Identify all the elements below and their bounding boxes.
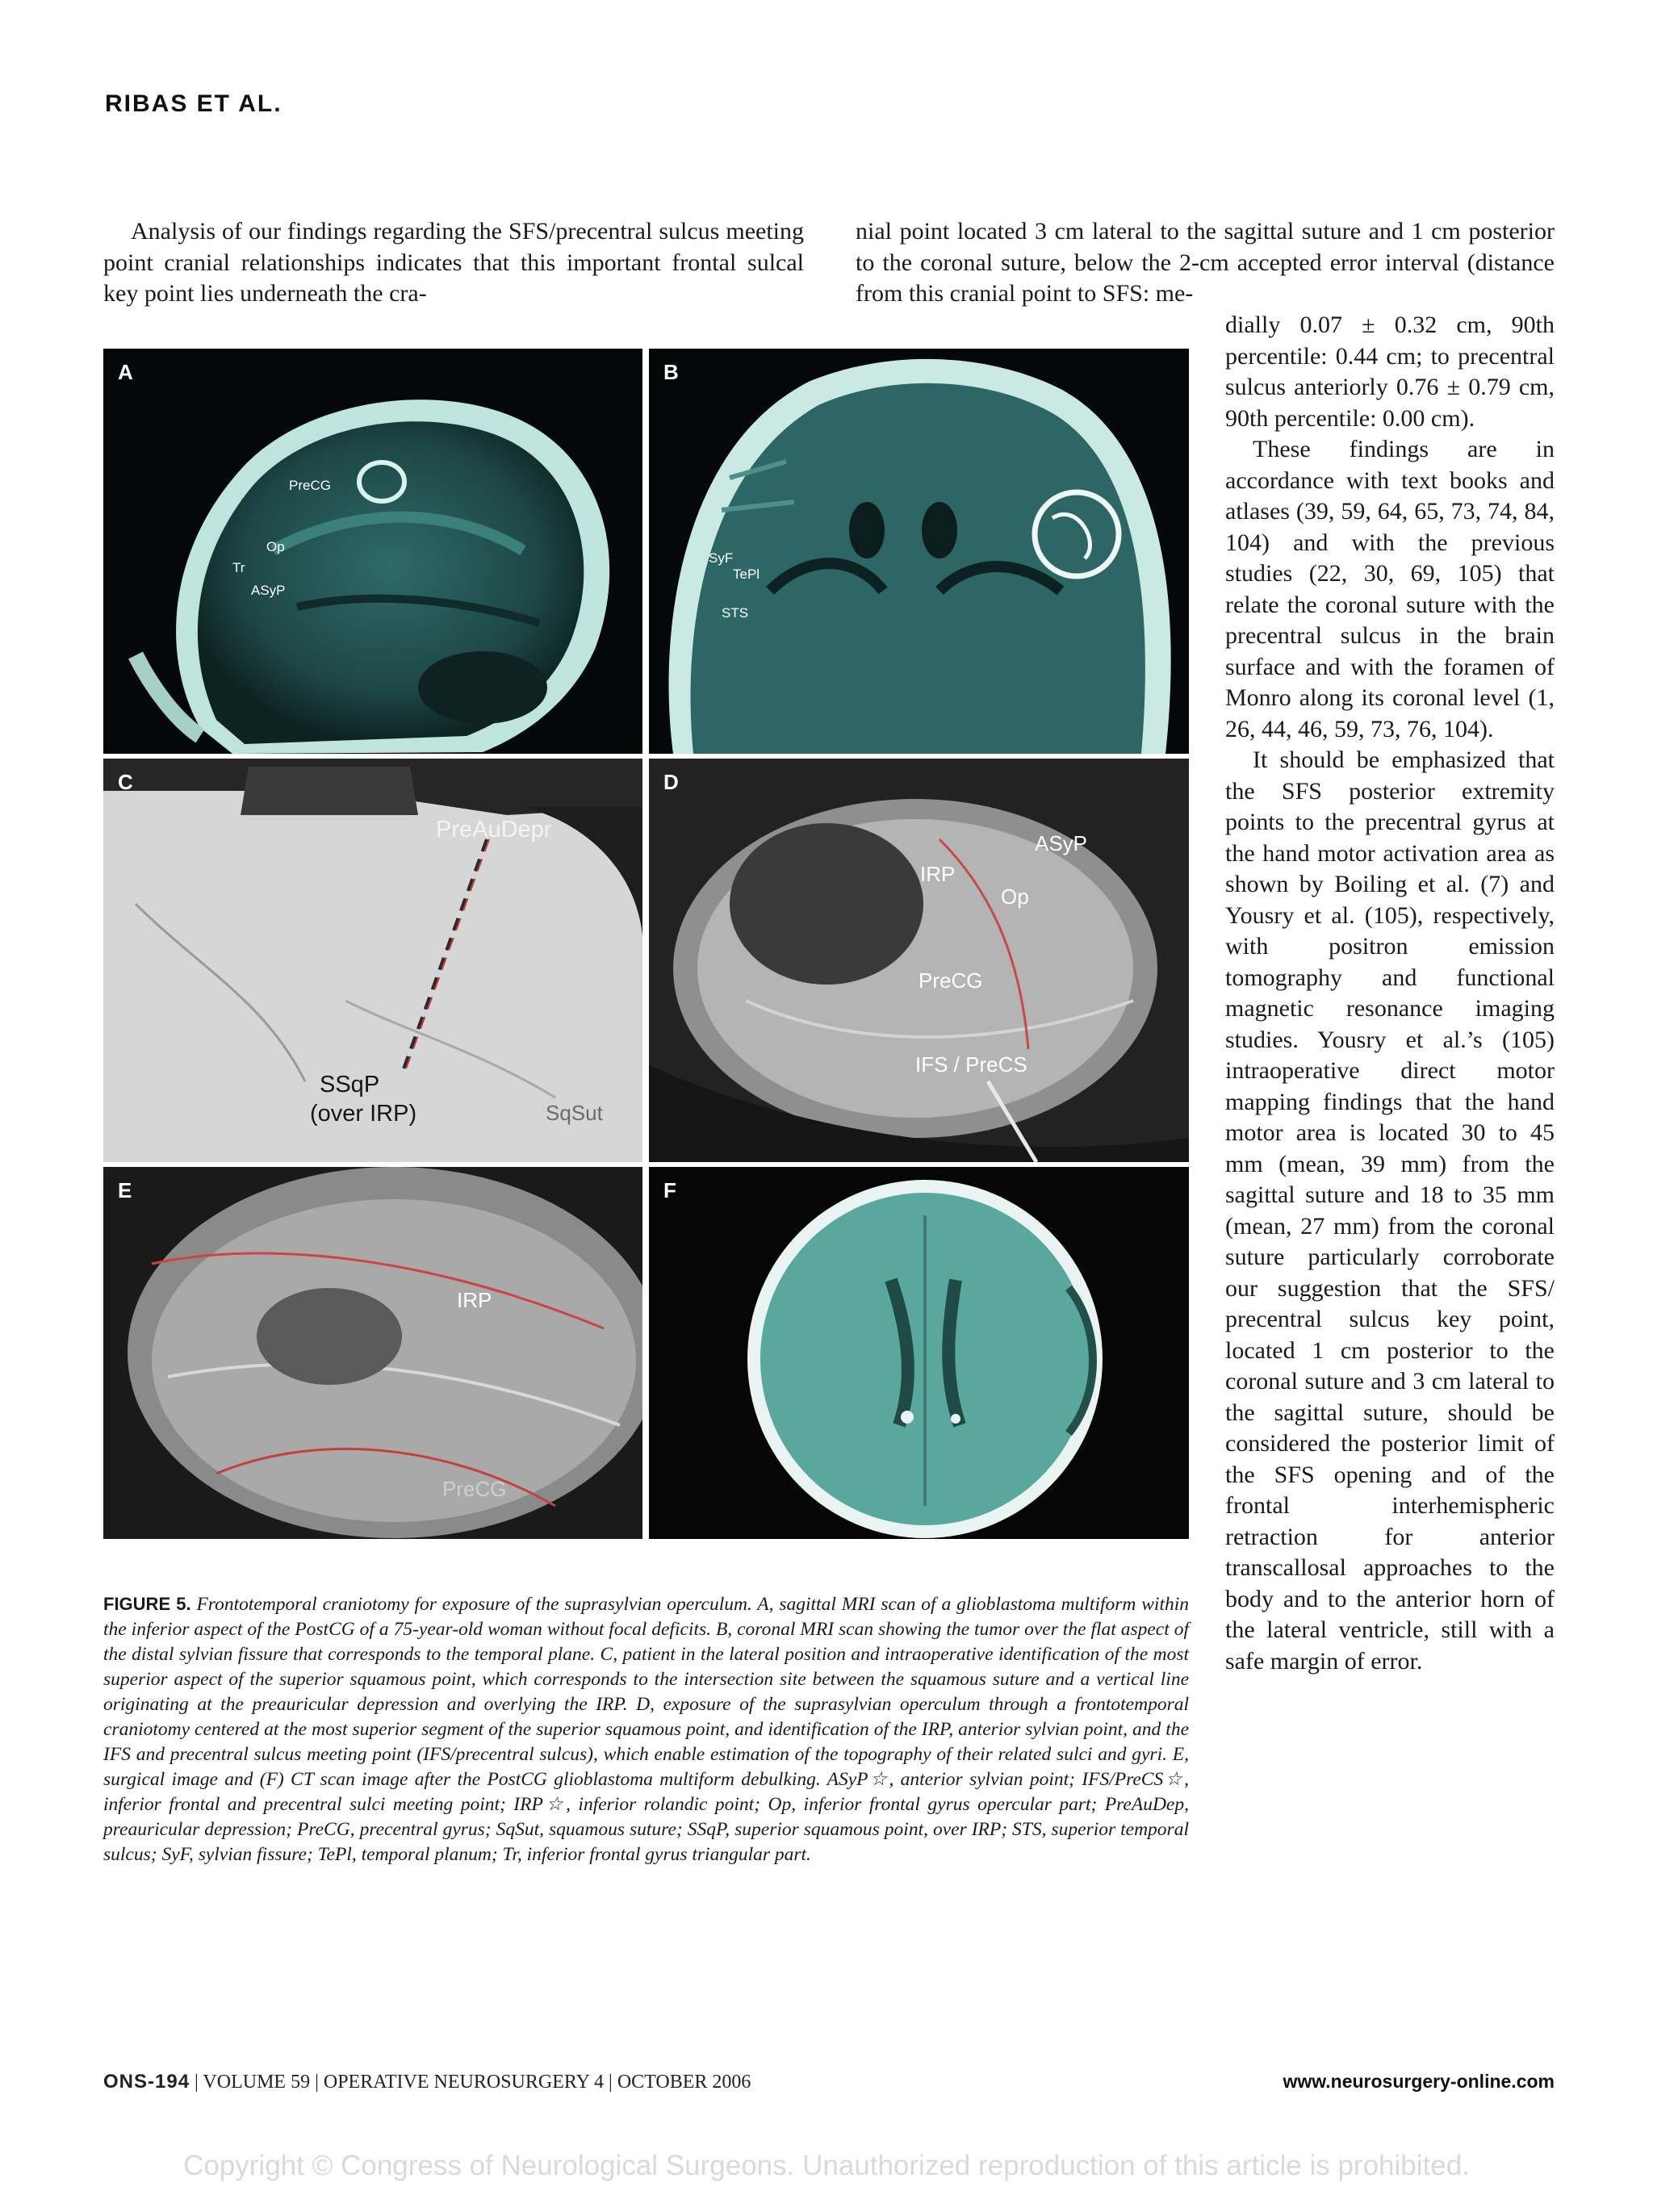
label-precg: PreCG (442, 1477, 507, 1501)
panel-a-letter: A (118, 360, 133, 384)
footer-journal-info (103, 2071, 751, 2093)
panel-c-letter: C (118, 770, 133, 794)
label-sts: STS (722, 605, 749, 621)
panel-f-ct-scan (649, 1167, 1189, 1539)
label-irp: IRP (457, 1288, 492, 1312)
body-paragraph-continued-2: dially 0.07 ± 0.32 cm, 90th percentile: 0.44 cm; to precentral sulcus anteriorly 0.76 ± 0.79 cm, 90th percentile: 0.00 cm). (1225, 312, 1555, 432)
label-precg: PreCG (289, 478, 331, 493)
label-op: Op (1001, 884, 1029, 909)
ct-scan-image (649, 1167, 1189, 1539)
panel-f-letter: F (663, 1178, 676, 1202)
panel-a-sagittal-mri (103, 349, 642, 754)
panel-b-letter: B (663, 360, 679, 384)
footer-page-id: ONS-194 (103, 2071, 190, 2093)
label-asyp: ASyP (1035, 831, 1088, 855)
figure-5 (103, 349, 1189, 1539)
label-ifs-precs: IFS / PreCS (915, 1052, 1027, 1077)
body-column-left (103, 216, 804, 310)
surgical-exposure-image (649, 759, 1189, 1162)
body-column-right-top (856, 216, 1555, 310)
panel-d-letter: D (663, 770, 679, 794)
body-paragraph: Analysis of our findings regarding the SFS/precentral sulcus meeting point cranial relationships indicates that this important frontal sulcal key point lies underneath the cra- (103, 218, 804, 307)
body-paragraph-3: It should be emphasized that the SFS posterior extremity points to the precentral gyrus at the hand motor activation area as shown by Boiling et al. (7) and Yousry et al. (105), respectively, with positron emission tomography and functional magnetic resonance imaging studies. Yousry et al.’s (105) intraoperative direct motor mapping findings that the hand motor area is located 30 to 45 mm (mean, 39 mm) from the sagittal suture and 18 to 35 mm (mean, 27 mm) from the coronal suture particularly corroborate our suggestion that the SFS/ precentral sulcus key point, located 1 cm posterior to the coronal suture and 3 cm lateral to the sagittal suture, should be considered the posterior limit of the SFS opening and of the frontal interhemispheric retraction for anterior transcallosal approaches to the body and to the anterior horn of the lateral ventricle, still with a safe margin of error. (1225, 746, 1555, 1675)
label-asyp: ASyP (251, 583, 286, 598)
footer-url: www.neurosurgery-online.com (1283, 2071, 1555, 2092)
label-syf: SyF (709, 550, 734, 566)
body-column-right (1225, 310, 1555, 1677)
label-over-irp: (over IRP) (310, 1101, 417, 1127)
label-sqsut: SqSut (546, 1101, 603, 1125)
panel-b-coronal-mri (649, 349, 1189, 754)
label-precg: PreCG (919, 968, 983, 993)
figure-caption (103, 1591, 1189, 1867)
footer-journal: | VOLUME 59 | OPERATIVE NEUROSURGERY 4 | OCTOBER 2006 (195, 2072, 751, 2093)
panel-e-letter: E (118, 1178, 132, 1202)
panel-c-intraoperative-lateral (103, 759, 642, 1162)
sagittal-mri-image (103, 349, 642, 754)
body-paragraph-2: These findings are in accordance with text books and atlases (39, 59, 64, 65, 73, 74, 84, 104) and with the previous studies (22, 30, 69, 105) that relate the coronal suture with the precentral sulcus in the brain surface and with the foramen of Monro along its coronal level (1, 26, 44, 46, 59, 73, 76, 104). (1225, 436, 1555, 742)
label-op: Op (266, 539, 285, 554)
running-head: RIBAS ET AL. (105, 90, 282, 117)
panel-d-operculum-exposure (649, 759, 1189, 1162)
figure-caption-label: FIGURE 5. (103, 1594, 191, 1614)
label-irp: IRP (920, 862, 956, 886)
copyright-watermark: Copyright © Congress of Neurological Surgeons. Unauthorized reproduction of this article is prohibited. (183, 2150, 1470, 2181)
figure-caption-text: Frontotemporal craniotomy for exposure of the suprasylvian operculum. A, sagittal MRI scan of a glioblastoma multiform within the inferior aspect of the PostCG of a 75-year-old woman without focal deficits. B, coronal MRI scan showing the tumor over the flat aspect of the distal sylvian fissure that corresponds to the temporal plane. C, patient in the lateral position and intraoperative identification of the most superior aspect of the superior squamous point, which corresponds to the intersection site between the squamous suture and a vertical line originating at the preauricular depression and overlying the IRP. D, exposure of the suprasylvian operculum through a frontotemporal craniotomy centered at the most superior segment of the superior squamous point, and identification of the IRP, anterior sylvian point, and the IFS and precentral sulcus meeting point (IFS/precentral sulcus), which enable estimation of the topography of their related sulci and gyri. E, surgical image and (F) CT scan image after the PostCG glioblastoma multiform debulking. ASyP☆, anterior sylvian point; IFS/PreCS☆, inferior frontal and precentral sulci meeting point; IRP☆, inferior rolandic point; Op, inferior frontal gyrus opercular part; PreAuDep, preauricular depression; PreCG, precentral gyrus; SqSut, squamous suture; SSqP, superior squamous point, over IRP; STS, superior temporal sulcus; SyF, sylvian fissure; TePl, temporal planum; Tr, inferior frontal gyrus triangular part. (103, 1594, 1189, 1865)
label-preaudepr: PreAuDepr (436, 817, 552, 843)
panel-e-surgical-image (103, 1167, 642, 1539)
label-tr: Tr (232, 560, 245, 575)
body-paragraph-continued: nial point located 3 cm lateral to the sagittal suture and 1 cm posterior to the coronal suture, below the 2-cm accepted error interval (distance from this cranial point to SFS: me- (856, 218, 1555, 307)
label-tepl: TePl (733, 567, 760, 582)
label-ssqp: SSqP (320, 1072, 380, 1098)
surgical-image (103, 1167, 642, 1539)
